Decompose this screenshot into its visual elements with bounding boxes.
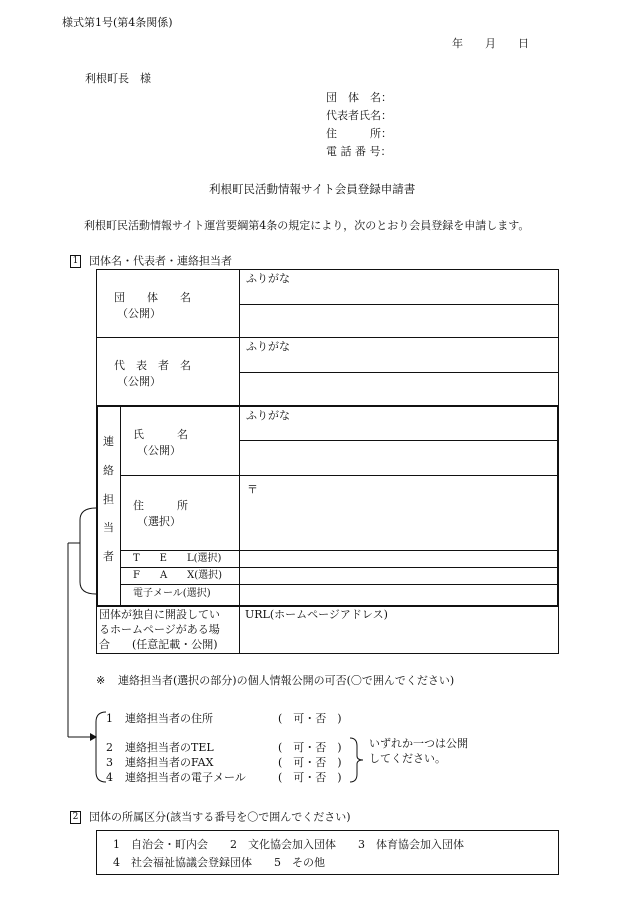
form-number: 様式第1号(第4条関係) — [62, 16, 173, 29]
section2-heading — [70, 811, 351, 824]
disclosure-item-choice[interactable]: ( 可・否 ) — [278, 712, 342, 725]
section1-heading-text: 団体名・代表者・連絡担当者 — [89, 254, 232, 268]
representative-public: （公開） — [117, 375, 161, 388]
contact-address-selection: （選択） — [137, 515, 181, 528]
date-line: 年 月 日 — [452, 37, 529, 50]
section2-heading-text: 団体の所属区分(該当する番号を〇で囲んでください) — [89, 810, 351, 824]
contact-char: 担 — [103, 493, 114, 506]
fax-label: F A X(選択) — [133, 570, 223, 581]
address-label: 住 所： — [326, 127, 392, 140]
group-name-furigana: ふりがな — [246, 272, 290, 285]
contact-char: 連 — [103, 435, 114, 448]
postal-mark: 〒 — [247, 483, 258, 496]
category-options-line2[interactable]: 4 社会福祉協議会登録団体 5 その他 — [113, 856, 325, 869]
contact-name-label: 氏 名 — [133, 428, 188, 441]
disclosure-item-choice[interactable]: ( 可・否 ) — [278, 771, 342, 784]
contact-char: 絡 — [103, 464, 114, 477]
note-text: 連絡担当者(選択の部分)の個人情報公開の可否(〇で囲んでください) — [118, 674, 455, 687]
contact-char: 当 — [103, 521, 114, 534]
note-mark: ※ — [96, 674, 106, 687]
disclosure-item-num: 3 — [106, 756, 113, 769]
phone-label: 電 話 番 号： — [326, 145, 392, 158]
homepage-label-line3: 合 (任意記載・公開) — [99, 638, 218, 651]
intro-text: 利根町民活動情報サイト運営要綱第4条の規定により，次のとおり会員登録を申請します。 — [84, 219, 530, 232]
url-label: URL(ホームページアドレス) — [245, 608, 388, 621]
disclosure-item-label: 連絡担当者の住所 — [125, 712, 213, 725]
contact-address-label: 住 所 — [133, 499, 188, 512]
document-title: 利根町民活動情報サイト会員登録申請書 — [209, 182, 416, 196]
group-name-public: （公開） — [117, 307, 161, 320]
bracket-note-line2: してください。 — [369, 752, 446, 765]
representative-label: 代表者氏名： — [326, 109, 392, 122]
homepage-label-line2: るホームページがある場 — [99, 623, 220, 636]
disclosure-item-label: 連絡担当者の電子メール — [125, 771, 246, 784]
homepage-label-line1: 団体が独自に開設してい — [99, 608, 220, 621]
disclosure-item-label: 連絡担当者のTEL — [125, 741, 214, 754]
contact-name-public: （公開） — [137, 444, 181, 457]
representative-furigana: ふりがな — [246, 340, 290, 353]
section2-number: 2 — [70, 811, 81, 824]
section1-number: 1 — [70, 255, 81, 268]
category-options-line1[interactable]: 1 自治会・町内会 2 文化協会加入団体 3 体育協会加入団体 — [113, 838, 464, 851]
disclosure-item-label: 連絡担当者のFAX — [125, 756, 214, 769]
addressee: 利根町長 様 — [85, 72, 151, 85]
group-name-label-cell: 団 体 名 — [114, 291, 191, 304]
disclosure-item-choice[interactable]: ( 可・否 ) — [278, 741, 342, 754]
disclosure-item-choice[interactable]: ( 可・否 ) — [278, 756, 342, 769]
group-name-label: 団 体 名： — [326, 91, 392, 104]
representative-label-cell: 代 表 者 名 — [114, 359, 191, 372]
disclosure-item-num: 4 — [106, 771, 113, 784]
disclosure-item-num: 2 — [106, 741, 113, 754]
contact-char: 者 — [103, 550, 114, 563]
disclosure-item-num: 1 — [106, 712, 113, 725]
bracket-note-line1: いずれか一つは公開 — [369, 737, 468, 750]
tel-label: T E L(選択) — [133, 553, 222, 564]
email-label: 電子メール(選択) — [133, 588, 211, 599]
contact-furigana: ふりがな — [246, 409, 290, 422]
